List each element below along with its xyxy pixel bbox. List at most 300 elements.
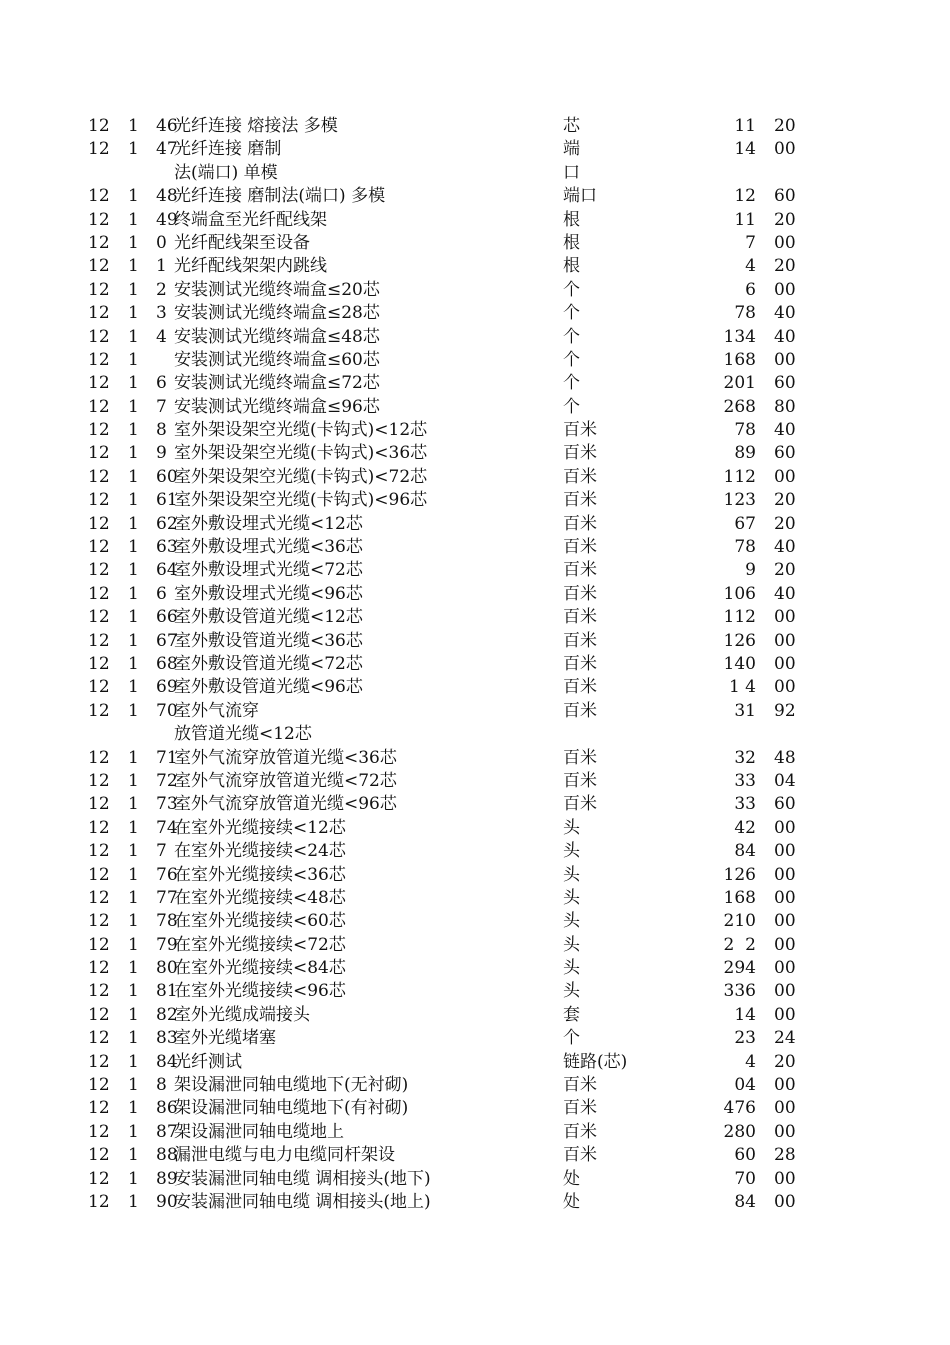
cell-price-decimal: 00 bbox=[774, 887, 796, 908]
table-row bbox=[0, 910, 950, 933]
cell-item-name: 光纤配线架至设备 bbox=[174, 232, 310, 253]
cell-unit: 百米 bbox=[563, 654, 597, 674]
cell-item-number: 73 bbox=[156, 794, 178, 815]
cell-unit: 个 bbox=[563, 396, 580, 417]
table-row bbox=[0, 1144, 950, 1167]
cell-unit: 百米 bbox=[563, 513, 597, 534]
cell-chapter: 12 bbox=[88, 607, 110, 628]
cell-unit: 头 bbox=[563, 934, 580, 955]
table-row bbox=[0, 232, 950, 255]
cell-price-decimal: 20 bbox=[774, 1051, 796, 1072]
cell-price-integer: 84 bbox=[734, 1192, 756, 1212]
cell-section: 1 bbox=[128, 1168, 139, 1189]
cell-chapter: 12 bbox=[88, 1098, 110, 1119]
cell-item-number: 62 bbox=[156, 513, 178, 534]
cell-chapter: 12 bbox=[88, 256, 110, 277]
cell-unit: 个 bbox=[563, 326, 580, 347]
cell-item-number: 66 bbox=[156, 607, 178, 628]
cell-price-integer: 2 2 bbox=[723, 934, 756, 955]
cell-price-integer: 134 bbox=[723, 326, 756, 347]
cell-price-integer: 106 bbox=[723, 583, 756, 604]
cell-unit: 处 bbox=[563, 1168, 580, 1189]
cell-price-decimal: 00 bbox=[774, 958, 796, 979]
cell-unit: 头 bbox=[563, 887, 580, 908]
cell-price-decimal: 48 bbox=[774, 747, 796, 768]
cell-chapter: 12 bbox=[88, 560, 110, 581]
cell-price-integer: 9 bbox=[745, 560, 756, 581]
table-row bbox=[0, 1168, 950, 1191]
cell-item-name: 安装测试光缆终端盒≤20芯 bbox=[174, 279, 380, 300]
cell-item-number: 2 bbox=[156, 279, 167, 300]
cell-price-decimal: 00 bbox=[774, 654, 796, 674]
table-row bbox=[0, 419, 950, 442]
cell-chapter: 12 bbox=[88, 490, 110, 511]
cell-chapter: 12 bbox=[88, 583, 110, 604]
cell-item-name: 安装测试光缆终端盒≤28芯 bbox=[174, 303, 380, 324]
table-row bbox=[0, 676, 950, 699]
table-row bbox=[0, 1074, 950, 1097]
cell-chapter: 12 bbox=[88, 864, 110, 885]
cell-price-integer: 168 bbox=[723, 887, 756, 908]
cell-item-number: 0 bbox=[156, 232, 167, 253]
cell-unit: 百米 bbox=[563, 677, 597, 698]
cell-unit: 根 bbox=[563, 256, 580, 277]
cell-item-name: 室外敷设管道光缆<96芯 bbox=[174, 677, 363, 698]
cell-item-number: 69 bbox=[156, 677, 178, 698]
cell-section: 1 bbox=[128, 934, 139, 955]
cell-unit: 头 bbox=[563, 817, 580, 838]
cell-item-name: 室外敷设埋式光缆<96芯 bbox=[174, 583, 363, 604]
cell-price-decimal: 00 bbox=[774, 817, 796, 838]
cell-item-name: 安装漏泄同轴电缆 调相接头(地下) bbox=[174, 1168, 431, 1189]
cell-section: 1 bbox=[128, 116, 139, 136]
table-row bbox=[0, 957, 950, 980]
cell-item-number: 68 bbox=[156, 654, 178, 674]
table-row bbox=[0, 536, 950, 559]
cell-item-name: 光纤测试 bbox=[174, 1051, 242, 1072]
cell-unit: 百米 bbox=[563, 630, 597, 651]
table-row bbox=[0, 747, 950, 770]
cell-item-number: 90 bbox=[156, 1192, 178, 1212]
cell-price-decimal: 00 bbox=[774, 349, 796, 370]
cell-price-integer: 294 bbox=[723, 958, 756, 979]
table-row bbox=[0, 115, 950, 138]
cell-unit: 百米 bbox=[563, 1098, 597, 1119]
cell-section: 1 bbox=[128, 349, 139, 370]
table-row bbox=[0, 442, 950, 465]
table-row bbox=[0, 1027, 950, 1050]
cell-price-integer: 70 bbox=[734, 1168, 756, 1189]
cell-item-number: 89 bbox=[156, 1168, 178, 1189]
cell-item-number: 82 bbox=[156, 1004, 178, 1025]
cell-section: 1 bbox=[128, 911, 139, 932]
cell-item-number: 64 bbox=[156, 560, 178, 581]
cell-section: 1 bbox=[128, 700, 139, 721]
cell-price-integer: 201 bbox=[723, 373, 756, 394]
cell-price-decimal: 00 bbox=[774, 841, 796, 862]
cell-item-name: 室外敷设管道光缆<36芯 bbox=[174, 630, 363, 651]
table-row bbox=[0, 255, 950, 278]
cell-unit: 链路(芯) bbox=[563, 1051, 628, 1072]
cell-unit: 百米 bbox=[563, 700, 597, 721]
cell-unit: 个 bbox=[563, 373, 580, 394]
cell-price-decimal: 20 bbox=[774, 513, 796, 534]
cell-chapter: 12 bbox=[88, 186, 110, 207]
cell-price-decimal: 40 bbox=[774, 583, 796, 604]
cell-unit: 芯 bbox=[563, 116, 580, 136]
cell-price-integer: 84 bbox=[734, 841, 756, 862]
cell-price-integer: 140 bbox=[723, 654, 756, 674]
cell-price-integer: 280 bbox=[723, 1121, 756, 1142]
cell-unit: 个 bbox=[563, 279, 580, 300]
cell-chapter: 12 bbox=[88, 139, 110, 160]
table-row bbox=[0, 513, 950, 536]
cell-item-name: 在室外光缆接续<48芯 bbox=[174, 887, 346, 908]
cell-chapter: 12 bbox=[88, 887, 110, 908]
cell-unit: 百米 bbox=[563, 420, 597, 441]
cell-price-integer: 1 4 bbox=[728, 677, 756, 698]
cell-price-integer: 78 bbox=[734, 537, 756, 558]
cell-price-decimal: 00 bbox=[774, 630, 796, 651]
cell-unit: 百米 bbox=[563, 443, 597, 464]
cell-price-integer: 78 bbox=[734, 420, 756, 441]
cell-item-name: 安装测试光缆终端盒≤60芯 bbox=[174, 349, 380, 370]
cell-chapter: 12 bbox=[88, 794, 110, 815]
cell-item-number: 49 bbox=[156, 209, 178, 230]
cell-item-number: 83 bbox=[156, 1028, 178, 1049]
cell-section: 1 bbox=[128, 1145, 139, 1166]
cell-price-decimal: 60 bbox=[774, 373, 796, 394]
cell-price-decimal: 40 bbox=[774, 303, 796, 324]
cell-chapter: 12 bbox=[88, 116, 110, 136]
cell-section: 1 bbox=[128, 1121, 139, 1142]
cell-chapter: 12 bbox=[88, 1028, 110, 1049]
cell-item-number: 6 bbox=[156, 373, 167, 394]
cell-price-decimal: 40 bbox=[774, 326, 796, 347]
cell-unit: 百米 bbox=[563, 560, 597, 581]
cell-unit: 头 bbox=[563, 864, 580, 885]
cell-item-name: 室外气流穿放管道光缆<72芯 bbox=[174, 770, 397, 791]
cell-chapter: 12 bbox=[88, 303, 110, 324]
table-row bbox=[0, 840, 950, 863]
cell-item-name: 在室外光缆接续<60芯 bbox=[174, 911, 346, 932]
table-row bbox=[0, 372, 950, 395]
cell-item-name: 室外光缆堵塞 bbox=[174, 1028, 276, 1049]
cell-chapter: 12 bbox=[88, 373, 110, 394]
cell-item-name: 光纤连接 磨制 法(端口) 单模 bbox=[174, 139, 282, 183]
cell-section: 1 bbox=[128, 583, 139, 604]
cell-price-decimal: 04 bbox=[774, 770, 796, 791]
table-row bbox=[0, 934, 950, 957]
table-row bbox=[0, 279, 950, 302]
cell-price-integer: 112 bbox=[723, 466, 756, 487]
cell-item-name: 室外气流穿 放管道光缆<12芯 bbox=[174, 700, 312, 745]
cell-item-number: 80 bbox=[156, 958, 178, 979]
cell-section: 1 bbox=[128, 396, 139, 417]
cell-price-integer: 42 bbox=[734, 817, 756, 838]
cell-item-name: 光纤配线架架内跳线 bbox=[174, 256, 327, 277]
cell-item-name: 光纤连接 熔接法 多模 bbox=[174, 116, 338, 136]
cell-price-decimal: 92 bbox=[774, 700, 796, 721]
cell-price-decimal: 00 bbox=[774, 934, 796, 955]
cell-item-name: 架设漏泄同轴电缆地下(无衬砌) bbox=[174, 1075, 409, 1096]
cell-section: 1 bbox=[128, 770, 139, 791]
cell-section: 1 bbox=[128, 513, 139, 534]
cell-section: 1 bbox=[128, 864, 139, 885]
cell-item-number: 8 bbox=[156, 1075, 167, 1096]
cell-item-number: 86 bbox=[156, 1098, 178, 1119]
cell-item-name: 室外敷设管道光缆<72芯 bbox=[174, 654, 363, 674]
cell-item-number: 8 bbox=[156, 420, 167, 441]
table-row bbox=[0, 138, 950, 185]
cell-unit: 百米 bbox=[563, 490, 597, 511]
cell-unit: 头 bbox=[563, 911, 580, 932]
cell-price-decimal: 00 bbox=[774, 1168, 796, 1189]
table-row bbox=[0, 302, 950, 325]
cell-price-decimal: 00 bbox=[774, 677, 796, 698]
cell-item-number: 71 bbox=[156, 747, 178, 768]
cell-item-name: 终端盒至光纤配线架 bbox=[174, 209, 327, 230]
cell-price-decimal: 40 bbox=[774, 420, 796, 441]
cell-section: 1 bbox=[128, 607, 139, 628]
cell-unit: 处 bbox=[563, 1192, 580, 1212]
cell-item-number: 87 bbox=[156, 1121, 178, 1142]
table-row bbox=[0, 770, 950, 793]
cell-section: 1 bbox=[128, 279, 139, 300]
cell-price-decimal: 00 bbox=[774, 139, 796, 160]
cell-unit: 套 bbox=[563, 1004, 580, 1025]
cell-item-name: 在室外光缆接续<96芯 bbox=[174, 981, 346, 1002]
cell-unit: 个 bbox=[563, 303, 580, 324]
cell-price-integer: 12 bbox=[734, 186, 756, 207]
cell-price-integer: 89 bbox=[734, 443, 756, 464]
cell-chapter: 12 bbox=[88, 1121, 110, 1142]
table-row bbox=[0, 887, 950, 910]
cell-item-name: 架设漏泄同轴电缆地下(有衬砌) bbox=[174, 1098, 409, 1119]
cell-chapter: 12 bbox=[88, 1168, 110, 1189]
cell-section: 1 bbox=[128, 981, 139, 1002]
cell-item-name: 室外光缆成端接头 bbox=[174, 1004, 310, 1025]
cell-price-integer: 123 bbox=[723, 490, 756, 511]
cell-item-number: 1 bbox=[156, 256, 167, 277]
table-row bbox=[0, 864, 950, 887]
cell-unit: 百米 bbox=[563, 770, 597, 791]
cell-price-integer: 33 bbox=[734, 794, 756, 815]
cell-chapter: 12 bbox=[88, 537, 110, 558]
cell-item-name: 室外敷设埋式光缆<12芯 bbox=[174, 513, 363, 534]
cell-section: 1 bbox=[128, 1098, 139, 1119]
cell-section: 1 bbox=[128, 232, 139, 253]
cell-section: 1 bbox=[128, 841, 139, 862]
cell-unit: 头 bbox=[563, 841, 580, 862]
cell-item-name: 安装测试光缆终端盒≤48芯 bbox=[174, 326, 380, 347]
cell-chapter: 12 bbox=[88, 232, 110, 253]
cell-item-name: 安装测试光缆终端盒≤96芯 bbox=[174, 396, 380, 417]
table-row bbox=[0, 1121, 950, 1144]
cell-price-integer: 60 bbox=[734, 1145, 756, 1166]
cell-chapter: 12 bbox=[88, 630, 110, 651]
cell-item-number: 78 bbox=[156, 911, 178, 932]
cell-unit: 个 bbox=[563, 349, 580, 370]
cell-price-integer: 23 bbox=[734, 1028, 756, 1049]
cell-unit: 百米 bbox=[563, 794, 597, 815]
cell-unit: 百米 bbox=[563, 1145, 597, 1166]
cell-chapter: 12 bbox=[88, 420, 110, 441]
cell-chapter: 12 bbox=[88, 958, 110, 979]
table-row bbox=[0, 396, 950, 419]
cell-price-integer: 336 bbox=[723, 981, 756, 1002]
cell-unit: 头 bbox=[563, 981, 580, 1002]
table-row bbox=[0, 209, 950, 232]
cell-chapter: 12 bbox=[88, 1004, 110, 1025]
table-row bbox=[0, 559, 950, 582]
cell-chapter: 12 bbox=[88, 279, 110, 300]
table-row bbox=[0, 466, 950, 489]
cell-item-name: 室外敷设埋式光缆<72芯 bbox=[174, 560, 363, 581]
cell-price-integer: 67 bbox=[734, 513, 756, 534]
table-row bbox=[0, 349, 950, 372]
cell-item-number: 76 bbox=[156, 864, 178, 885]
cell-section: 1 bbox=[128, 466, 139, 487]
cell-section: 1 bbox=[128, 326, 139, 347]
cell-price-integer: 14 bbox=[734, 139, 756, 160]
cell-item-name: 室外架设架空光缆(卡钩式)<12芯 bbox=[174, 420, 428, 441]
cell-chapter: 12 bbox=[88, 209, 110, 230]
cell-price-integer: 268 bbox=[723, 396, 756, 417]
cell-unit: 百米 bbox=[563, 583, 597, 604]
cell-section: 1 bbox=[128, 537, 139, 558]
cell-price-integer: 11 bbox=[734, 116, 756, 136]
cell-item-number: 9 bbox=[156, 443, 167, 464]
cell-chapter: 12 bbox=[88, 1145, 110, 1166]
cell-price-integer: 4 bbox=[745, 1051, 756, 1072]
cell-section: 1 bbox=[128, 654, 139, 674]
cell-price-integer: 476 bbox=[723, 1098, 756, 1119]
cell-chapter: 12 bbox=[88, 349, 110, 370]
cell-unit: 头 bbox=[563, 958, 580, 979]
cell-item-number: 48 bbox=[156, 186, 178, 207]
cell-price-integer: 04 bbox=[734, 1075, 756, 1096]
cell-section: 1 bbox=[128, 1075, 139, 1096]
cell-item-name: 在室外光缆接续<24芯 bbox=[174, 841, 346, 862]
cell-item-number: 7 bbox=[156, 841, 167, 862]
cell-chapter: 12 bbox=[88, 466, 110, 487]
cell-price-integer: 126 bbox=[723, 630, 756, 651]
table-row bbox=[0, 326, 950, 349]
cell-item-name: 安装漏泄同轴电缆 调相接头(地上) bbox=[174, 1192, 431, 1212]
cell-item-number: 63 bbox=[156, 537, 178, 558]
cell-item-name: 光纤连接 磨制法(端口) 多模 bbox=[174, 186, 386, 207]
cell-item-name: 室外敷设埋式光缆<36芯 bbox=[174, 537, 363, 558]
cell-chapter: 12 bbox=[88, 513, 110, 534]
cell-price-integer: 31 bbox=[734, 700, 756, 721]
cell-item-number: 4 bbox=[156, 326, 167, 347]
cell-item-number: 72 bbox=[156, 770, 178, 791]
cell-section: 1 bbox=[128, 420, 139, 441]
cell-unit: 端 口 bbox=[563, 139, 580, 183]
cell-unit: 根 bbox=[563, 232, 580, 253]
cell-chapter: 12 bbox=[88, 700, 110, 721]
cell-item-number: 61 bbox=[156, 490, 178, 511]
cell-section: 1 bbox=[128, 443, 139, 464]
cell-price-decimal: 00 bbox=[774, 1004, 796, 1025]
cell-price-decimal: 60 bbox=[774, 443, 796, 464]
cell-section: 1 bbox=[128, 1051, 139, 1072]
cell-section: 1 bbox=[128, 1004, 139, 1025]
cell-unit: 百米 bbox=[563, 466, 597, 487]
cell-chapter: 12 bbox=[88, 770, 110, 791]
cell-unit: 百米 bbox=[563, 1121, 597, 1142]
cell-chapter: 12 bbox=[88, 934, 110, 955]
cell-item-number: 47 bbox=[156, 139, 178, 160]
cell-chapter: 12 bbox=[88, 817, 110, 838]
cell-price-decimal: 00 bbox=[774, 1098, 796, 1119]
cell-price-decimal: 40 bbox=[774, 537, 796, 558]
table-row bbox=[0, 1004, 950, 1027]
cell-price-decimal: 00 bbox=[774, 466, 796, 487]
cell-price-integer: 11 bbox=[734, 209, 756, 230]
cell-price-decimal: 00 bbox=[774, 1075, 796, 1096]
table-row bbox=[0, 817, 950, 840]
cell-chapter: 12 bbox=[88, 1192, 110, 1212]
cell-unit: 端口 bbox=[563, 186, 597, 207]
cell-price-decimal: 60 bbox=[774, 186, 796, 207]
cell-section: 1 bbox=[128, 1028, 139, 1049]
cell-item-name: 室外气流穿放管道光缆<36芯 bbox=[174, 747, 397, 768]
cell-item-name: 在室外光缆接续<84芯 bbox=[174, 958, 346, 979]
cell-price-decimal: 20 bbox=[774, 116, 796, 136]
table-row bbox=[0, 980, 950, 1003]
cell-unit: 根 bbox=[563, 209, 580, 230]
cell-price-decimal: 00 bbox=[774, 1192, 796, 1212]
cell-price-decimal: 24 bbox=[774, 1028, 796, 1049]
cell-item-number: 7 bbox=[156, 396, 167, 417]
cell-price-integer: 126 bbox=[723, 864, 756, 885]
cell-price-integer: 32 bbox=[734, 747, 756, 768]
cell-price-decimal: 00 bbox=[774, 279, 796, 300]
table-row bbox=[0, 489, 950, 512]
cell-section: 1 bbox=[128, 139, 139, 160]
cell-item-number: 70 bbox=[156, 700, 178, 721]
cell-price-decimal: 00 bbox=[774, 1121, 796, 1142]
cell-item-name: 漏泄电缆与电力电缆同杆架设 bbox=[174, 1145, 395, 1166]
table-row bbox=[0, 1097, 950, 1120]
cell-section: 1 bbox=[128, 373, 139, 394]
table-row bbox=[0, 1051, 950, 1074]
cell-section: 1 bbox=[128, 794, 139, 815]
cell-item-number: 84 bbox=[156, 1051, 178, 1072]
cell-section: 1 bbox=[128, 817, 139, 838]
cell-item-number: 79 bbox=[156, 934, 178, 955]
cell-chapter: 12 bbox=[88, 326, 110, 347]
cell-price-decimal: 20 bbox=[774, 256, 796, 277]
cell-chapter: 12 bbox=[88, 1051, 110, 1072]
cell-price-decimal: 00 bbox=[774, 607, 796, 628]
cell-price-integer: 210 bbox=[723, 911, 756, 932]
cell-section: 1 bbox=[128, 1192, 139, 1212]
cell-price-integer: 7 bbox=[745, 232, 756, 253]
cell-item-name: 在室外光缆接续<12芯 bbox=[174, 817, 346, 838]
cell-section: 1 bbox=[128, 209, 139, 230]
cell-chapter: 12 bbox=[88, 841, 110, 862]
cell-section: 1 bbox=[128, 958, 139, 979]
cell-price-integer: 112 bbox=[723, 607, 756, 628]
cell-item-name: 室外气流穿放管道光缆<96芯 bbox=[174, 794, 397, 815]
price-table bbox=[0, 115, 950, 1214]
cell-chapter: 12 bbox=[88, 747, 110, 768]
cell-item-name: 室外架设架空光缆(卡钩式)<72芯 bbox=[174, 466, 428, 487]
cell-chapter: 12 bbox=[88, 911, 110, 932]
